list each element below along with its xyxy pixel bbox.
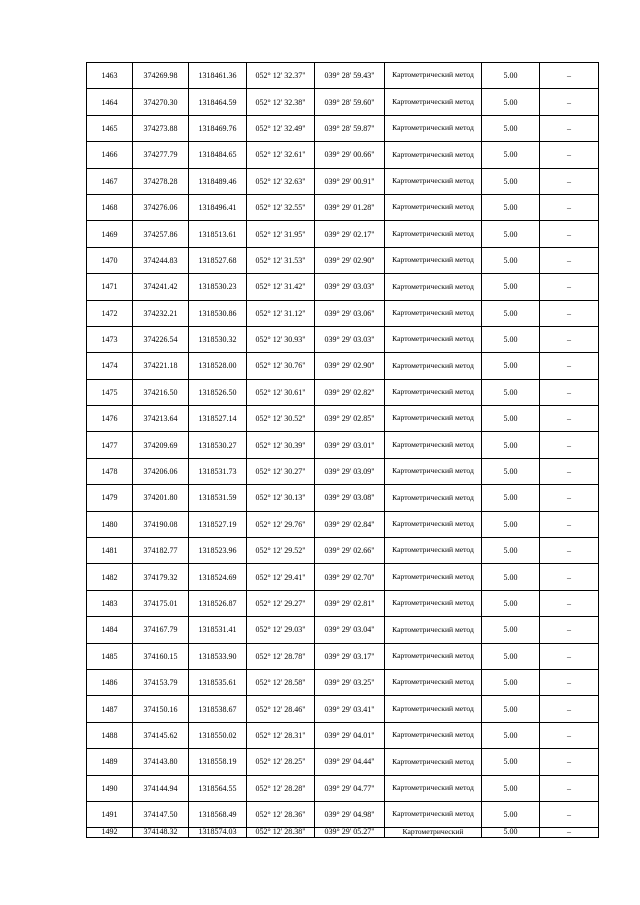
point-number-cell: 1470 — [87, 247, 133, 273]
x-coordinate-cell: 374206.06 — [133, 458, 189, 484]
table-row — [87, 775, 599, 801]
note-cell: – — [540, 485, 599, 511]
longitude-cell: 039° 29' 00.91" — [315, 168, 385, 194]
note-cell: – — [540, 801, 599, 827]
y-coordinate-cell: 1318469.76 — [189, 115, 247, 141]
y-coordinate-cell: 1318530.86 — [189, 300, 247, 326]
longitude-cell: 039° 29' 03.03" — [315, 274, 385, 300]
table-row — [87, 247, 599, 273]
note-cell: – — [540, 89, 599, 115]
method-cell: Картометрический метод — [385, 485, 482, 511]
method-cell: Картометрический метод — [385, 168, 482, 194]
method-cell: Картометрический метод — [385, 564, 482, 590]
table-row — [87, 168, 599, 194]
table-row — [87, 458, 599, 484]
method-cell: Картометрический метод — [385, 300, 482, 326]
y-coordinate-cell: 1318530.23 — [189, 274, 247, 300]
longitude-cell: 039° 29' 02.66" — [315, 538, 385, 564]
table-row — [87, 274, 599, 300]
accuracy-cell: 5.00 — [482, 115, 540, 141]
y-coordinate-cell: 1318568.49 — [189, 801, 247, 827]
y-coordinate-cell: 1318484.65 — [189, 142, 247, 168]
latitude-cell: 052° 12' 28.78" — [247, 643, 315, 669]
y-coordinate-cell: 1318526.50 — [189, 379, 247, 405]
x-coordinate-cell: 374216.50 — [133, 379, 189, 405]
point-number-cell: 1481 — [87, 538, 133, 564]
point-number-cell: 1480 — [87, 511, 133, 537]
point-number-cell: 1479 — [87, 485, 133, 511]
latitude-cell: 052° 12' 29.41" — [247, 564, 315, 590]
x-coordinate-cell: 374278.28 — [133, 168, 189, 194]
note-cell: – — [540, 828, 599, 838]
y-coordinate-cell: 1318528.00 — [189, 353, 247, 379]
x-coordinate-cell: 374226.54 — [133, 326, 189, 352]
note-cell: – — [540, 511, 599, 537]
accuracy-cell: 5.00 — [482, 511, 540, 537]
x-coordinate-cell: 374175.01 — [133, 590, 189, 616]
table-row — [87, 300, 599, 326]
point-number-cell: 1468 — [87, 194, 133, 220]
latitude-cell: 052° 12' 32.61" — [247, 142, 315, 168]
latitude-cell: 052° 12' 30.27" — [247, 458, 315, 484]
accuracy-cell: 5.00 — [482, 89, 540, 115]
note-cell: – — [540, 274, 599, 300]
x-coordinate-cell: 374179.32 — [133, 564, 189, 590]
method-cell: Картометрический метод — [385, 274, 482, 300]
latitude-cell: 052° 12' 31.42" — [247, 274, 315, 300]
note-cell: – — [540, 142, 599, 168]
note-cell: – — [540, 749, 599, 775]
x-coordinate-cell: 374148.32 — [133, 828, 189, 838]
x-coordinate-cell: 374276.06 — [133, 194, 189, 220]
accuracy-cell: 5.00 — [482, 353, 540, 379]
point-number-cell: 1466 — [87, 142, 133, 168]
accuracy-cell: 5.00 — [482, 142, 540, 168]
x-coordinate-cell: 374257.86 — [133, 221, 189, 247]
point-number-cell: 1483 — [87, 590, 133, 616]
y-coordinate-cell: 1318558.19 — [189, 749, 247, 775]
method-cell: Картометрический метод — [385, 379, 482, 405]
accuracy-cell: 5.00 — [482, 274, 540, 300]
latitude-cell: 052° 12' 30.13" — [247, 485, 315, 511]
point-number-cell: 1484 — [87, 617, 133, 643]
latitude-cell: 052° 12' 28.58" — [247, 669, 315, 695]
method-cell: Картометрический метод — [385, 696, 482, 722]
latitude-cell: 052° 12' 31.53" — [247, 247, 315, 273]
y-coordinate-cell: 1318496.41 — [189, 194, 247, 220]
table-row — [87, 194, 599, 220]
longitude-cell: 039° 29' 03.04" — [315, 617, 385, 643]
latitude-cell: 052° 12' 30.76" — [247, 353, 315, 379]
method-cell: Картометрический метод — [385, 590, 482, 616]
x-coordinate-cell: 374182.77 — [133, 538, 189, 564]
accuracy-cell: 5.00 — [482, 643, 540, 669]
table-row — [87, 696, 599, 722]
table-row — [87, 326, 599, 352]
method-cell: Картометрический метод — [385, 775, 482, 801]
table-row — [87, 669, 599, 695]
y-coordinate-cell: 1318535.61 — [189, 669, 247, 695]
accuracy-cell: 5.00 — [482, 221, 540, 247]
table-body — [87, 63, 599, 838]
x-coordinate-cell: 374213.64 — [133, 406, 189, 432]
accuracy-cell: 5.00 — [482, 696, 540, 722]
longitude-cell: 039° 29' 03.01" — [315, 432, 385, 458]
method-cell: Картометрический метод — [385, 326, 482, 352]
point-number-cell: 1469 — [87, 221, 133, 247]
y-coordinate-cell: 1318513.61 — [189, 221, 247, 247]
longitude-cell: 039° 29' 05.27" — [315, 828, 385, 838]
point-number-cell: 1482 — [87, 564, 133, 590]
longitude-cell: 039° 29' 03.08" — [315, 485, 385, 511]
method-cell: Картометрический метод — [385, 406, 482, 432]
accuracy-cell: 5.00 — [482, 538, 540, 564]
x-coordinate-cell: 374269.98 — [133, 63, 189, 89]
y-coordinate-cell: 1318531.41 — [189, 617, 247, 643]
latitude-cell: 052° 12' 31.95" — [247, 221, 315, 247]
latitude-cell: 052° 12' 32.63" — [247, 168, 315, 194]
longitude-cell: 039° 28' 59.60" — [315, 89, 385, 115]
table-row — [87, 379, 599, 405]
x-coordinate-cell: 374241.42 — [133, 274, 189, 300]
longitude-cell: 039° 29' 02.70" — [315, 564, 385, 590]
accuracy-cell: 5.00 — [482, 168, 540, 194]
x-coordinate-cell: 374160.15 — [133, 643, 189, 669]
table-row — [87, 564, 599, 590]
accuracy-cell: 5.00 — [482, 326, 540, 352]
longitude-cell: 039° 29' 02.84" — [315, 511, 385, 537]
note-cell: – — [540, 406, 599, 432]
x-coordinate-cell: 374143.80 — [133, 749, 189, 775]
accuracy-cell: 5.00 — [482, 564, 540, 590]
y-coordinate-cell: 1318550.02 — [189, 722, 247, 748]
method-cell: Картометрический метод — [385, 617, 482, 643]
x-coordinate-cell: 374277.79 — [133, 142, 189, 168]
accuracy-cell: 5.00 — [482, 828, 540, 838]
note-cell: – — [540, 353, 599, 379]
table-row — [87, 63, 599, 89]
y-coordinate-cell: 1318531.59 — [189, 485, 247, 511]
latitude-cell: 052° 12' 29.03" — [247, 617, 315, 643]
accuracy-cell: 5.00 — [482, 722, 540, 748]
longitude-cell: 039° 29' 02.81" — [315, 590, 385, 616]
accuracy-cell: 5.00 — [482, 432, 540, 458]
point-number-cell: 1489 — [87, 749, 133, 775]
note-cell: – — [540, 696, 599, 722]
latitude-cell: 052° 12' 32.49" — [247, 115, 315, 141]
y-coordinate-cell: 1318523.96 — [189, 538, 247, 564]
table-row — [87, 617, 599, 643]
y-coordinate-cell: 1318524.69 — [189, 564, 247, 590]
method-cell: Картометрический метод — [385, 353, 482, 379]
note-cell: – — [540, 775, 599, 801]
x-coordinate-cell: 374190.08 — [133, 511, 189, 537]
latitude-cell: 052° 12' 30.61" — [247, 379, 315, 405]
table-row — [87, 801, 599, 827]
point-number-cell: 1486 — [87, 669, 133, 695]
accuracy-cell: 5.00 — [482, 749, 540, 775]
note-cell: – — [540, 458, 599, 484]
y-coordinate-cell: 1318527.19 — [189, 511, 247, 537]
x-coordinate-cell: 374150.16 — [133, 696, 189, 722]
point-number-cell: 1478 — [87, 458, 133, 484]
latitude-cell: 052° 12' 32.38" — [247, 89, 315, 115]
method-cell: Картометрический метод — [385, 722, 482, 748]
longitude-cell: 039° 29' 03.41" — [315, 696, 385, 722]
x-coordinate-cell: 374273.88 — [133, 115, 189, 141]
table-row — [87, 511, 599, 537]
note-cell: – — [540, 115, 599, 141]
x-coordinate-cell: 374201.80 — [133, 485, 189, 511]
coordinates-table — [86, 62, 599, 838]
point-number-cell: 1487 — [87, 696, 133, 722]
x-coordinate-cell: 374167.79 — [133, 617, 189, 643]
longitude-cell: 039° 29' 03.03" — [315, 326, 385, 352]
latitude-cell: 052° 12' 28.46" — [247, 696, 315, 722]
latitude-cell: 052° 12' 28.36" — [247, 801, 315, 827]
y-coordinate-cell: 1318533.90 — [189, 643, 247, 669]
y-coordinate-cell: 1318489.46 — [189, 168, 247, 194]
x-coordinate-cell: 374144.94 — [133, 775, 189, 801]
table-row — [87, 353, 599, 379]
method-cell: Картометрический метод — [385, 194, 482, 220]
point-number-cell: 1476 — [87, 406, 133, 432]
note-cell: – — [540, 63, 599, 89]
table-row — [87, 749, 599, 775]
note-cell: – — [540, 379, 599, 405]
accuracy-cell: 5.00 — [482, 801, 540, 827]
point-number-cell: 1490 — [87, 775, 133, 801]
point-number-cell: 1491 — [87, 801, 133, 827]
y-coordinate-cell: 1318526.87 — [189, 590, 247, 616]
accuracy-cell: 5.00 — [482, 406, 540, 432]
method-cell: Картометрический метод — [385, 221, 482, 247]
note-cell: – — [540, 300, 599, 326]
note-cell: – — [540, 326, 599, 352]
longitude-cell: 039° 29' 04.01" — [315, 722, 385, 748]
note-cell: – — [540, 432, 599, 458]
y-coordinate-cell: 1318461.36 — [189, 63, 247, 89]
y-coordinate-cell: 1318530.27 — [189, 432, 247, 458]
accuracy-cell: 5.00 — [482, 485, 540, 511]
latitude-cell: 052° 12' 29.52" — [247, 538, 315, 564]
note-cell: – — [540, 538, 599, 564]
accuracy-cell: 5.00 — [482, 590, 540, 616]
longitude-cell: 039° 29' 04.98" — [315, 801, 385, 827]
accuracy-cell: 5.00 — [482, 379, 540, 405]
point-number-cell: 1471 — [87, 274, 133, 300]
point-number-cell: 1473 — [87, 326, 133, 352]
table-row — [87, 406, 599, 432]
note-cell: – — [540, 722, 599, 748]
x-coordinate-cell: 374153.79 — [133, 669, 189, 695]
method-cell: Картометрический метод — [385, 749, 482, 775]
accuracy-cell: 5.00 — [482, 300, 540, 326]
method-cell: Картометрический метод — [385, 63, 482, 89]
x-coordinate-cell: 374145.62 — [133, 722, 189, 748]
table-row — [87, 89, 599, 115]
method-cell: Картометрический метод — [385, 89, 482, 115]
note-cell: – — [540, 643, 599, 669]
table-row — [87, 722, 599, 748]
longitude-cell: 039° 29' 02.17" — [315, 221, 385, 247]
longitude-cell: 039° 29' 03.25" — [315, 669, 385, 695]
point-number-cell: 1485 — [87, 643, 133, 669]
accuracy-cell: 5.00 — [482, 617, 540, 643]
method-cell: Картометрический метод — [385, 643, 482, 669]
latitude-cell: 052° 12' 29.27" — [247, 590, 315, 616]
method-cell: Картометрический метод — [385, 669, 482, 695]
longitude-cell: 039° 29' 03.17" — [315, 643, 385, 669]
method-cell: Картометрический метод — [385, 142, 482, 168]
y-coordinate-cell: 1318564.55 — [189, 775, 247, 801]
x-coordinate-cell: 374147.50 — [133, 801, 189, 827]
table-row — [87, 828, 599, 838]
point-number-cell: 1488 — [87, 722, 133, 748]
y-coordinate-cell: 1318527.14 — [189, 406, 247, 432]
y-coordinate-cell: 1318574.03 — [189, 828, 247, 838]
longitude-cell: 039° 28' 59.87" — [315, 115, 385, 141]
accuracy-cell: 5.00 — [482, 63, 540, 89]
table-row — [87, 432, 599, 458]
note-cell: – — [540, 564, 599, 590]
x-coordinate-cell: 374221.18 — [133, 353, 189, 379]
note-cell: – — [540, 247, 599, 273]
latitude-cell: 052° 12' 28.25" — [247, 749, 315, 775]
method-cell: Картометрический метод — [385, 247, 482, 273]
point-number-cell: 1477 — [87, 432, 133, 458]
accuracy-cell: 5.00 — [482, 458, 540, 484]
method-cell: Картометрический метод — [385, 432, 482, 458]
y-coordinate-cell: 1318531.73 — [189, 458, 247, 484]
x-coordinate-cell: 374209.69 — [133, 432, 189, 458]
y-coordinate-cell: 1318538.67 — [189, 696, 247, 722]
method-cell: Картометрический метод — [385, 115, 482, 141]
table-row — [87, 142, 599, 168]
note-cell: – — [540, 669, 599, 695]
longitude-cell: 039° 29' 02.90" — [315, 247, 385, 273]
point-number-cell: 1463 — [87, 63, 133, 89]
note-cell: – — [540, 590, 599, 616]
accuracy-cell: 5.00 — [482, 669, 540, 695]
longitude-cell: 039° 29' 02.82" — [315, 379, 385, 405]
table-row — [87, 590, 599, 616]
x-coordinate-cell: 374270.30 — [133, 89, 189, 115]
latitude-cell: 052° 12' 30.52" — [247, 406, 315, 432]
table-row — [87, 485, 599, 511]
table-row — [87, 221, 599, 247]
longitude-cell: 039° 29' 02.90" — [315, 353, 385, 379]
table-row — [87, 115, 599, 141]
method-cell: Картометрический метод — [385, 458, 482, 484]
latitude-cell: 052° 12' 30.39" — [247, 432, 315, 458]
latitude-cell: 052° 12' 28.28" — [247, 775, 315, 801]
latitude-cell: 052° 12' 32.37" — [247, 63, 315, 89]
point-number-cell: 1467 — [87, 168, 133, 194]
longitude-cell: 039° 29' 00.66" — [315, 142, 385, 168]
method-cell: Картометрический — [385, 828, 482, 838]
x-coordinate-cell: 374244.83 — [133, 247, 189, 273]
x-coordinate-cell: 374232.21 — [133, 300, 189, 326]
longitude-cell: 039° 28' 59.43" — [315, 63, 385, 89]
longitude-cell: 039° 29' 04.77" — [315, 775, 385, 801]
longitude-cell: 039° 29' 03.06" — [315, 300, 385, 326]
y-coordinate-cell: 1318530.32 — [189, 326, 247, 352]
y-coordinate-cell: 1318527.68 — [189, 247, 247, 273]
table-row — [87, 643, 599, 669]
latitude-cell: 052° 12' 30.93" — [247, 326, 315, 352]
method-cell: Картометрический метод — [385, 511, 482, 537]
latitude-cell: 052° 12' 32.55" — [247, 194, 315, 220]
longitude-cell: 039° 29' 02.85" — [315, 406, 385, 432]
accuracy-cell: 5.00 — [482, 194, 540, 220]
note-cell: – — [540, 194, 599, 220]
accuracy-cell: 5.00 — [482, 247, 540, 273]
point-number-cell: 1464 — [87, 89, 133, 115]
y-coordinate-cell: 1318464.59 — [189, 89, 247, 115]
point-number-cell: 1475 — [87, 379, 133, 405]
note-cell: – — [540, 617, 599, 643]
method-cell: Картометрический метод — [385, 538, 482, 564]
latitude-cell: 052° 12' 28.31" — [247, 722, 315, 748]
point-number-cell: 1474 — [87, 353, 133, 379]
point-number-cell: 1472 — [87, 300, 133, 326]
accuracy-cell: 5.00 — [482, 775, 540, 801]
table-row — [87, 538, 599, 564]
latitude-cell: 052° 12' 31.12" — [247, 300, 315, 326]
latitude-cell: 052° 12' 28.38" — [247, 828, 315, 838]
point-number-cell: 1492 — [87, 828, 133, 838]
latitude-cell: 052° 12' 29.76" — [247, 511, 315, 537]
note-cell: – — [540, 168, 599, 194]
note-cell: – — [540, 221, 599, 247]
method-cell: Картометрический метод — [385, 801, 482, 827]
longitude-cell: 039° 29' 01.28" — [315, 194, 385, 220]
point-number-cell: 1465 — [87, 115, 133, 141]
longitude-cell: 039° 29' 04.44" — [315, 749, 385, 775]
longitude-cell: 039° 29' 03.09" — [315, 458, 385, 484]
